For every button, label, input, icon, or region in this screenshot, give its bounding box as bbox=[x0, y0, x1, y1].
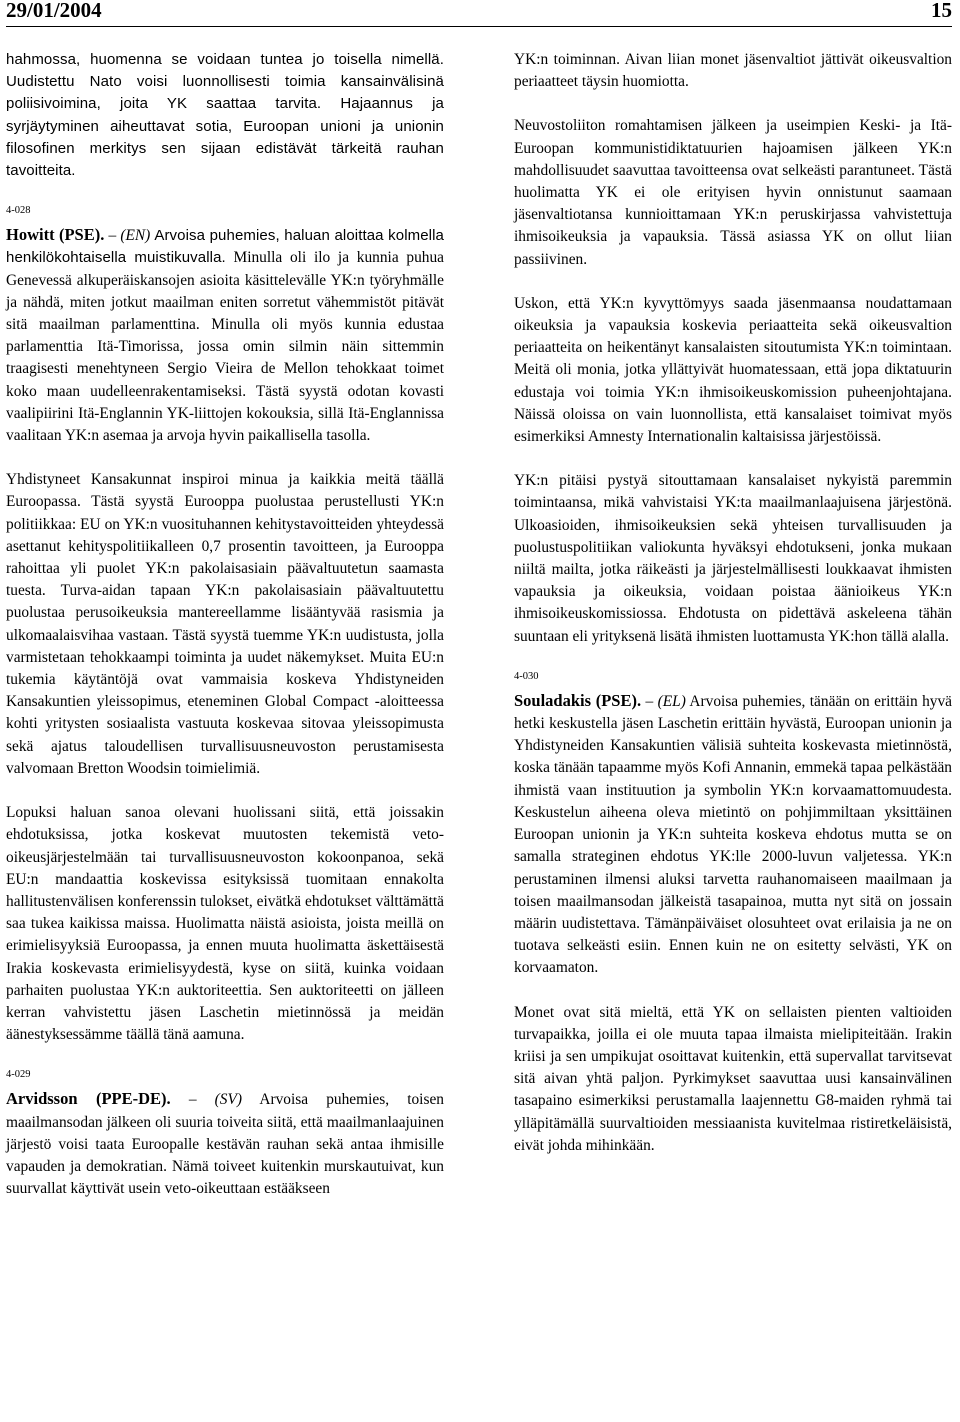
dash: – bbox=[108, 227, 117, 245]
speech-paragraph: YK:n toiminnan. Aivan liian monet jäsenvaltiot jättivät oikeusvaltion periaatteet täysin huomiotta. bbox=[514, 51, 952, 91]
speech-text: Arvoisa puhemies, toisen maailmansodan jälkeen oli suuria toiveita siitä, että maailmanlaajuinen järjestö voisi taata Euroopalle kestävän rauhan sekä antaa ihmisille vapauden ja demokratian. Nämä toiveet kuitenkin murskautuivat, kun suurvallat käyttivät usein veto-oikeuttaan estääkseen bbox=[6, 1091, 444, 1198]
item-marker: 4-030 bbox=[514, 670, 539, 682]
speech-text: Arvoisa puhemies, tänään on erittäin hyvä hetki keskustella jäsen Laschetin erittäin hyvästä, Euroopan unionin ja Yhdistyneiden Kansakuntien välisiä suhteita koskevasta mietinnöstä, koska tänään tapaamme myös Kofi Annanin, emmekä tapaa pelkästään ihmistä vaan instituution ja symbolin YK:n korvaamattomuudesta. Keskustelun aiheena oleva mietintö on pohjimmiltaan yksittäinen Euroopan unionin ja YK:n suhteita koskeva ehdotus mutta se on samalla strateginen ehdotus YK:lle 2000-luvun valjetessa. YK:n perustaminen ilmensi aluksi tarvetta rauhanomaiseen maailmaan ja toisen maailmansodan jälkeistä tasapainoa, mutta nyt sitä on jossain määrin uudistettava. Tämänpäiväiset olosuhteet ovat erilaisia ja ne on tuotava selkeästi esiin. Ennen kuin ne on esitetty selvästi, YK on korvaamaton. bbox=[514, 692, 953, 977]
speech-paragraph bbox=[6, 224, 444, 447]
speaker-name: Howitt (PSE). bbox=[6, 225, 105, 245]
left-column bbox=[6, 49, 444, 1222]
page-number: 15 bbox=[931, 0, 952, 22]
speaker-name: Souladakis (PSE). bbox=[514, 690, 642, 710]
speech-paragraph: Neuvostoliiton romahtamisen jälkeen ja useimpien Keski- ja Itä-Euroopan kommunistidiktatuurien hajoamisen jälkeen YK:n mahdollisuudet saavuttaa tavoitteensa ovat selkeästi parantuneet. Tästä huolimatta YK ei ole erityisen hyvin onnistunut saamaan jäsenvaltiotansa kunnioittamaan YK:n peruskirjassa vahvistettuja ihmisoikeuksia ja vapauksia. Tässä asiassa YK on ollut liian passiivinen. bbox=[514, 117, 952, 268]
dash: – bbox=[645, 692, 654, 710]
speaker-name: Arvidsson (PPE-DE). bbox=[6, 1089, 171, 1109]
item-marker: 4-028 bbox=[6, 205, 31, 217]
speech-paragraph: Uskon, että YK:n kyvyttömyys saada jäsenmaansa noudattamaan oikeuksia ja vapauksia koskevia periaatteita sekä oikeusvaltion periaatteita on heikentänyt kansalaisten sitoutumista YK:n toimintaan. Meitä oli monia, jotka yllättyivät huomatessaan, että jopa diktatuurin edustaja voi toimia YK:n ihmisoikeuskomission puheenjohtajana. Näissä oloissa on vain luonnollista, että kansalaiset toimivat myös esimerkiksi Amnesty Internationalin kaltaisissa järjestöissä. bbox=[514, 294, 952, 446]
dash: – bbox=[188, 1091, 197, 1109]
language-tag: (EL) bbox=[657, 692, 686, 710]
language-tag: (EN) bbox=[120, 227, 151, 245]
speech-text: Minulla oli ilo ja kunnia puhua Genevessä alkuperäiskansojen asioita käsittelevälle YK:n työryhmälle ja nähdä, miten jotkut maailman eniten sorretut vähemmistöt pitävät sitä maailman parlamenttina. Minulla oli myös kunnia edustaa parlamenttia Itä-Timorissa, jossa omin silmin näin sittemmin traagisesti menehtyneen Sergio Vieira de Mellon tehokkaat toimet koko maan uudelleenrakentamiseksi. Tästä syystä odotan kovasti vaalipiirini Itä-Englannin YK-liittojen kokouksia, sillä Itä-Englannissa vaalitaan YK:n asemaa ja arvoja hyvin paikallisella tasolla. bbox=[6, 249, 444, 445]
speech-paragraph bbox=[514, 690, 952, 980]
right-column bbox=[514, 49, 952, 1179]
page-header bbox=[6, 0, 952, 27]
language-tag: (SV) bbox=[214, 1091, 243, 1109]
speech-paragraph: YK:n pitäisi pystyä sitouttamaan kansalaiset nykyistä paremmin toimintaansa, mikä vahvistaisi YK:ta maailmanlaajuisena järjestönä. Ulkoasioiden, ihmisoikeuksien sekä yhteisen turvallisuuden ja puolustuspolitiikan valiokunta hyväksyi ehdotukseni, jonka mukaan niiltä mailta, jotka räikeästi ja järjestelmällisesti loukkaavat ihmisten vapauksia ja oikeuksia, voidaan poistaa äänioikeus YK:n ihmisoikeuskomissiossa. Ehdotusta on pidettävä askeleena tähän suuntaan eli yrityksenä lisätä ihmisten luottamusta YK:hon tällä alalla. bbox=[514, 472, 952, 645]
speech-paragraph: Yhdistyneet Kansakunnat inspiroi minua ja kaikkia meitä täällä Euroopassa. Tästä syystä Eurooppa puolustaa perustellusti YK:n politiikkaa: EU on YK:n vuosituhannen kehitystavoitteiden yhteydessä asettanut kehityspolitiikalleen 0,7 prosentin tavoitteen, ja Eurooppa rahoittaa yli puolet YK:n pakolaisasiain päävaltuutetun saamasta tuesta. Turva-aidan tapaan YK:n pakolaisasiain päävaltuutettu puolustaa perusoikeuksia mantereellamme lisääntyvää rasismia ja ulkomaalaisvihaa vastaan. Tästä syystä tuemme YK:n uudistusta, jolla varmistetaan tehokkaampi toiminta ja uudet näkemykset. Muita EU:n tukemia käytäntöjä ovat vammaisia koskeva Yhdistyneiden Kansakuntien yleissopimus, eteneminen Global Compact -aloitteessa kohti yritysten sosiaalista vastuuta koskevaa sitovaa yleissopimusta sekä ajatus taloudellisen turvallisuusneuvoston perustamisesta valvomaan Bretton Woodsin toimielimiä. bbox=[6, 471, 444, 777]
speech-paragraph: Monet ovat sitä mieltä, että YK on sellaisten pienten valtioiden turvapaikka, joilla ei ole muuta tapaa ilmaista mielipiteitään. Irakin kriisi ja sen umpikujat osoittavat kuitenkin, että supervallat tarvitsevat sitä aivan yhtä paljon. Pyrkimykset saavuttaa uusi kansainvälinen tasapaino esimerkiksi perustamalla laajennettu G8-maiden ryhmä tai ylläpitämällä suurvaltioiden messiaanista kuvitelmaa ristiretkeläisistä, eivät johda mihinkään. bbox=[514, 1003, 952, 1154]
paragraph: hahmossa, huomenna se voidaan tuntea jo toisella nimellä. Uudistettu Nato voisi luonnollisesti toimia kansainvälisinä poliisivoimina, joita YK saattaa tarvita. Hajaannus ja syrjäytyminen aiheuttavat sotia, Euroopan unioni ja unionin filosofinen merkitys sen sijaan edistävät tärkeitä rauhan tavoitteita. bbox=[6, 51, 444, 180]
header-date: 29/01/2004 bbox=[6, 0, 102, 22]
speech-intro: Arvoisa puhemies, haluan aloittaa kolmella henkilökohtaisella muistikuvalla. bbox=[6, 227, 444, 267]
speech-paragraph: Lopuksi haluan sanoa olevani huolissani siitä, että joissakin ehdotuksissa, jotka koskevat muutosten tekemistä veto-oikeusjärjestelmään tai turvallisuusneuvoston kokoonpanoa, sekä EU:n mandaattia koskevissa esityksissä tuomitaan ennakolta hallitustenvälisen konferenssin tulokset, eivätkä ehdotukset välttämättä saa tukea kaikissa maissa. Huolimatta näistä asioista, joista meillä on erimielisyyksiä Euroopassa, ja ennen muuta huolimatta äskettäisestä Irakia koskevasta erimielisyydestä, kyse on siitä, kuinka voidaan parhaiten puolustaa YK:n auktoriteettia. Sen auktoriteetti on jälleen kerran vahvistettu jäsen Laschetin mietinnössä ja meidän äänestyksessämme täällä tänä aamuna. bbox=[6, 804, 444, 1044]
speech-paragraph bbox=[6, 1088, 444, 1200]
item-marker: 4-029 bbox=[6, 1069, 31, 1081]
